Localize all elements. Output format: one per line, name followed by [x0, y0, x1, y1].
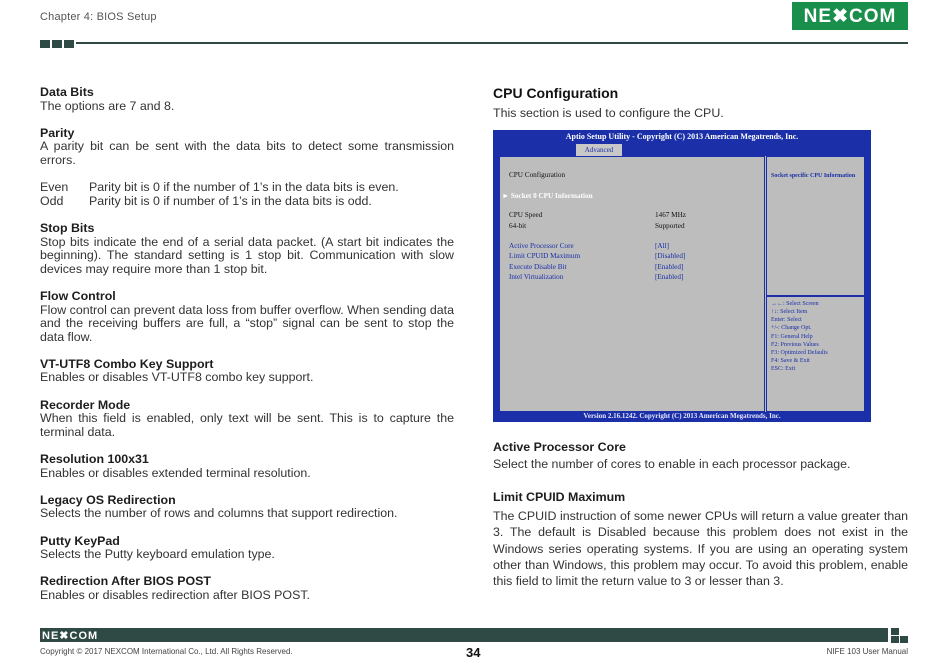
bios-option-label: Execute Disable Bit: [509, 263, 567, 271]
section-title: Legacy OS Redirection: [40, 492, 176, 507]
section-body: The options are 7 and 8.: [40, 98, 175, 113]
section-title: VT-UTF8 Combo Key Support: [40, 356, 214, 371]
section-body: A parity bit can be sent with the data bits to detect some transmission errors.: [40, 139, 454, 167]
bios-settings-pane: [499, 156, 765, 412]
section-title: Resolution 100x31: [40, 452, 149, 467]
bios-option-label: Intel Virtualization: [509, 273, 564, 281]
right-column-bottom: [493, 441, 908, 590]
bios-value: Supported: [655, 222, 685, 230]
bios-label: 64-bit: [509, 222, 527, 230]
bios-key-hint: F4: Save & Exit: [771, 358, 810, 364]
section-body: The CPUID instruction of some newer CPUs will return a value greater than 3. The default is Disabled because this problem does not exist in the Windows series operating systems. If you are using an operating system other than Windows, this problem may occur. To avoid this problem, enable this field to limit the return value to 3 or lesser than 3.: [493, 508, 908, 589]
section-body: Flow control can prevent data loss from buffer overflow. When sending data and the receiving buffers are full, a “stop” signal can be sent to stop the data flow.: [40, 302, 454, 344]
manual-name: NIFE 103 User Manual: [826, 647, 908, 656]
section-title: Stop Bits: [40, 220, 95, 235]
section-body: Enables or disables VT-UTF8 combo key support.: [40, 370, 314, 385]
section-title: Active Processor Core: [493, 440, 626, 454]
bios-key-hint: F2: Previous Values: [771, 342, 819, 348]
section-intro: This section is used to configure the CPU.: [493, 106, 724, 120]
bios-help-pane: [766, 156, 865, 296]
bios-screenshot: [493, 130, 871, 422]
bios-panel: [499, 156, 865, 412]
header-rule: [76, 42, 908, 44]
bios-key-hint: ↑↓: Select Item: [771, 309, 808, 315]
bios-help-text: Socket specific CPU Information: [771, 173, 856, 179]
section-body: Select the number of cores to enable in each processor package.: [493, 456, 851, 471]
bios-keys-pane: [766, 296, 865, 412]
bios-key-hint: F3: Optimized Defaults: [771, 350, 828, 356]
section-title: Data Bits: [40, 85, 94, 99]
bios-key-hint: +/-: Change Opt.: [771, 325, 812, 331]
header-decor: [40, 40, 74, 48]
footer-copyright: Copyright © 2017 NEXCOM International Co., Ltd. All Rights Reserved.: [40, 647, 293, 656]
footer-logo: NE✖COM: [42, 630, 99, 642]
section-title: Limit CPUID Maximum: [493, 490, 626, 505]
bios-key-hint: →←: Select Screen: [771, 301, 819, 307]
page-section-title: CPU Configuration: [493, 85, 619, 101]
page-number: 34: [466, 645, 481, 660]
chapter-title: Chapter 4: BIOS Setup: [40, 11, 157, 23]
bios-option-value: [Disabled]: [655, 252, 686, 260]
bios-key-hint: ESC: Exit: [771, 366, 796, 372]
section-body: Selects the Putty keyboard emulation type.: [40, 547, 275, 562]
section-body: When this field is enabled, only text will be sent. This is to capture the terminal data.: [40, 411, 454, 439]
bios-value: 1467 MHz: [655, 211, 686, 219]
bios-label: CPU Speed: [509, 211, 543, 219]
section-body: Enables or disables extended terminal resolution.: [40, 465, 311, 480]
section-title: Flow Control: [40, 288, 116, 303]
bios-key-hint: Enter: Select: [771, 317, 802, 323]
left-column: [40, 86, 454, 603]
section-title: Recorder Mode: [40, 397, 131, 412]
bios-option-value: [Enabled]: [655, 263, 684, 271]
section-body: Enables or disables redirection after BIOS POST.: [40, 587, 310, 602]
bios-option-label: Limit CPUID Maximum: [509, 252, 581, 260]
bios-socket-item: ► Socket 0 CPU Information: [502, 192, 593, 200]
parity-row: Odd Parity bit is 0 if number of 1’s in the data bits is odd.: [40, 193, 372, 208]
bios-option-label: Active Processor Core: [509, 242, 574, 250]
right-column-top: [493, 85, 908, 120]
section-body: Selects the number of rows and columns that support redirection.: [40, 506, 398, 521]
section-title: Parity: [40, 125, 75, 140]
bios-option-value: [All]: [655, 242, 669, 250]
bios-key-hint: F1: General Help: [771, 334, 813, 340]
bios-title: Aptio Setup Utility - Copyright (C) 2013 American Megatrends, Inc.: [565, 132, 799, 141]
bios-heading: CPU Configuration: [509, 171, 566, 179]
section-title: Redirection After BIOS POST: [40, 574, 211, 589]
section-body: Stop bits indicate the end of a serial data packet. (A start bit indicates the beginning). The standard setting is 1 stop bit. Communication with slow devices may require more than 1 stop bit.: [40, 234, 454, 276]
logo-text: NE✖COM: [803, 5, 897, 27]
nexcom-logo: [792, 2, 908, 30]
footer-bar: [40, 628, 888, 642]
bios-option-value: [Enabled]: [655, 273, 684, 281]
parity-row: Even Parity bit is 0 if the number of 1’s in the data bits is even.: [40, 180, 399, 195]
bios-footer: Version 2.16.1242. Copyright (C) 2013 American Megatrends, Inc.: [583, 412, 781, 420]
bios-tab-advanced: Advanced: [576, 144, 622, 156]
section-title: Putty KeyPad: [40, 533, 120, 548]
